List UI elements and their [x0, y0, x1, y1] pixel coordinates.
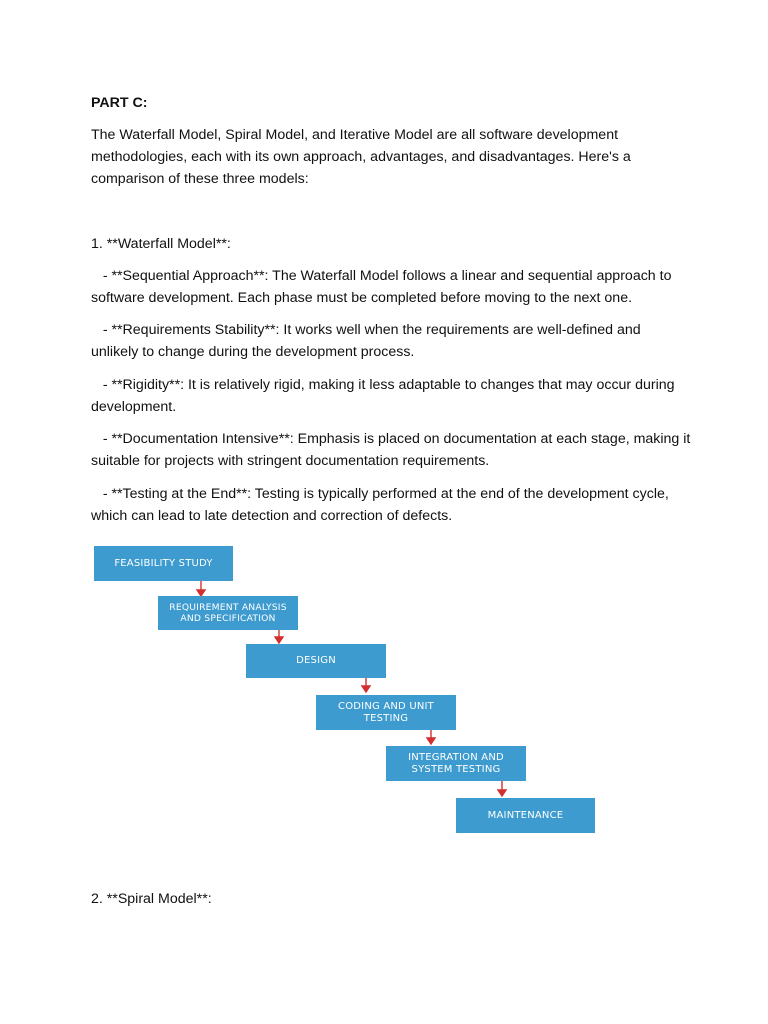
arrow-head: [362, 686, 370, 692]
waterfall-title: 1. **Waterfall Model**:: [91, 236, 231, 252]
stage-design: DESIGN: [246, 644, 386, 678]
arrow-head: [498, 790, 506, 796]
stage-feasibility-study: FEASIBILITY STUDY: [94, 546, 233, 581]
arrow-head: [427, 738, 435, 744]
stage-coding-and-unit-testing: CODING AND UNIT TESTING: [316, 695, 456, 730]
point-documentation-intensive: - **Documentation Intensive**: Emphasis is placed on documentation at each stage, making it suitable for projects with stringent documentation requirements.: [91, 431, 695, 469]
point-requirements-stability: - **Requirements Stability**: It works well when the requirements are well-defined and unlikely to change during the development process.: [91, 322, 645, 360]
arrow-head: [275, 637, 283, 643]
point-testing-at-end: - **Testing at the End**: Testing is typically performed at the end of the development cycle, which can lead to late detection and correction of defects.: [91, 486, 673, 524]
stage-integration-and-system-testing: INTEGRATION AND SYSTEM TESTING: [386, 746, 526, 781]
intro-paragraph: The Waterfall Model, Spiral Model, and Iterative Model are all software development methodologies, each with its own approach, advantages, and disadvantages. Here's a comparison of these three models:: [91, 127, 631, 187]
stage-requirement-analysis: REQUIREMENT ANALYSIS AND SPECIFICATION: [158, 596, 298, 630]
spiral-title: 2. **Spiral Model**:: [91, 891, 212, 907]
point-sequential-approach: - **Sequential Approach**: The Waterfall Model follows a linear and sequential approach to software development. Each phase must be completed before moving to the next one.: [91, 268, 676, 306]
arrow-head: [197, 590, 205, 596]
point-rigidity: - **Rigidity**: It is relatively rigid, making it less adaptable to changes that may occur during development.: [91, 377, 679, 415]
stage-maintenance: MAINTENANCE: [456, 798, 595, 833]
part-heading: PART C:: [91, 95, 148, 111]
